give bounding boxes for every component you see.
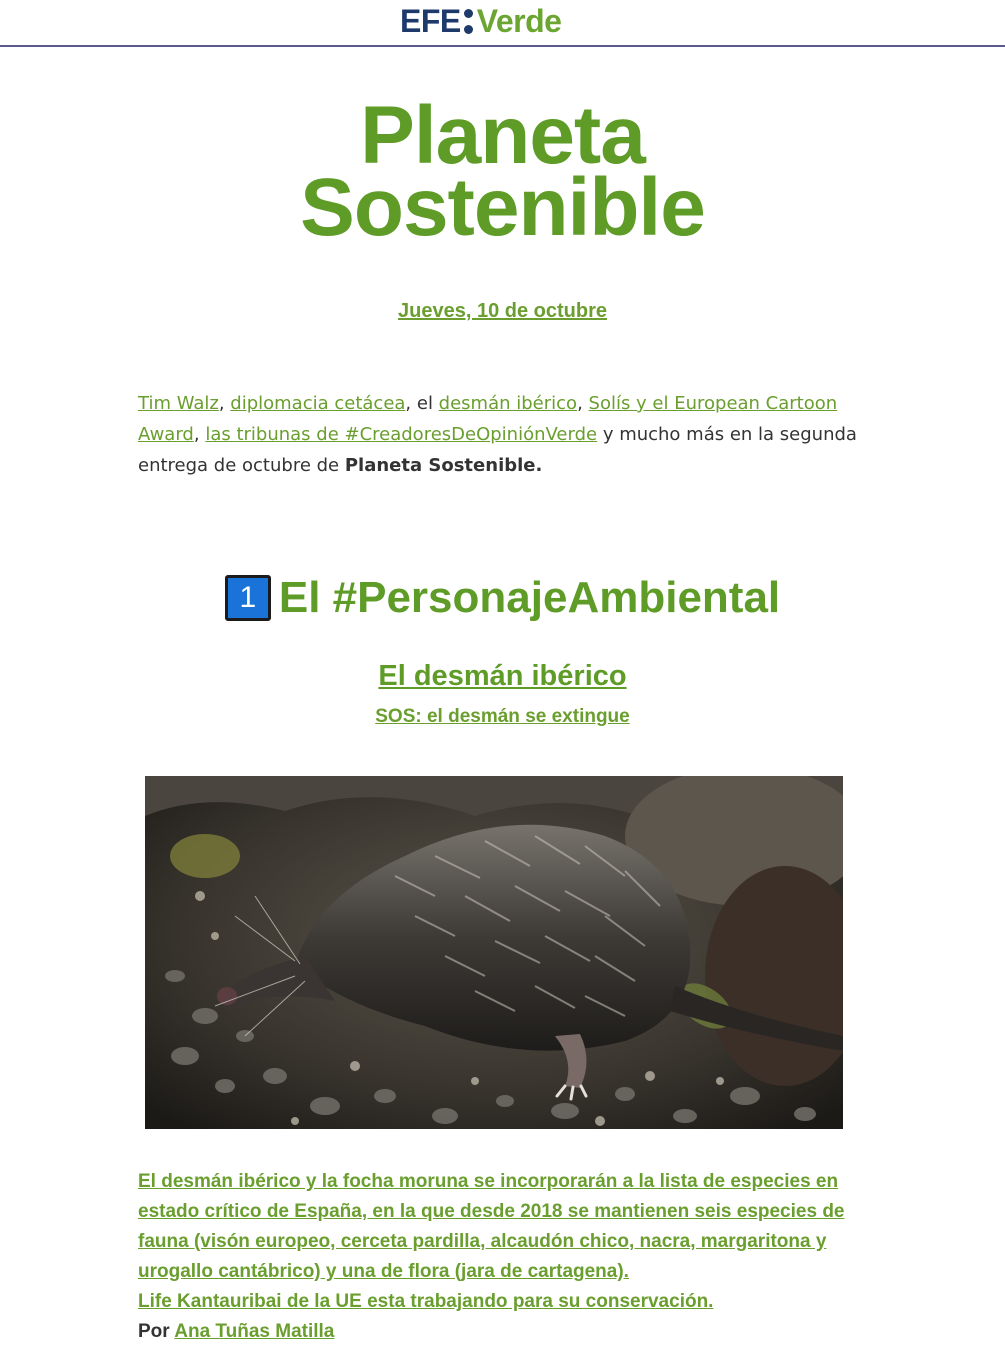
article-body-link[interactable]: El desmán ibérico y la focha moruna se incorporarán a la lista de especies en estado crítico de España, en la que desde 2018 se mantienen seis especies de fauna (visón europeo, cerceta pardilla, alcaudón chico, nacra, margaritona y urogallo cantábrico) y una de flora (jara de cartagena). — [138, 1171, 845, 1282]
title-line-1: Planeta — [360, 90, 645, 181]
link-desman-iberico[interactable]: desmán ibérico — [438, 393, 578, 414]
section-heading — [0, 570, 1005, 626]
intro-sep: , el — [405, 393, 439, 414]
intro-paragraph — [138, 388, 858, 481]
byline-label: Por — [138, 1321, 175, 1342]
article-headline-link[interactable]: El desmán ibérico — [378, 660, 627, 692]
section-title: El #PersonajeAmbiental — [278, 573, 781, 622]
number-one-icon: 1 — [225, 575, 271, 621]
logo-verde: Verde — [476, 2, 562, 39]
header-bar — [0, 0, 1005, 47]
intro-sep: , — [577, 393, 589, 414]
link-solis-cartoon-award[interactable]: Solís y el European Cartoon Award — [138, 393, 838, 445]
efe-verde-logo[interactable] — [400, 2, 561, 40]
link-life-kantauribai[interactable]: Life Kantauribai — [138, 1291, 282, 1312]
logo-efe: EFE — [400, 2, 461, 39]
intro-bold-name: Planeta Sostenible. — [344, 455, 543, 476]
intro-sep: , — [193, 424, 206, 445]
intro-sep: , — [218, 393, 231, 414]
link-diplomacia-cetacea[interactable]: diplomacia cetácea — [230, 393, 406, 414]
link-tim-walz[interactable]: Tim Walz — [138, 393, 219, 414]
article-subhead-link[interactable]: SOS: el desmán se extingue — [375, 706, 630, 727]
intro-rest: y mucho más en la segunda entrega de octubre de — [138, 424, 857, 476]
article-body — [138, 1167, 858, 1347]
author-link[interactable]: Ana Tuñas Matilla — [174, 1321, 335, 1342]
issue-date-link[interactable]: Jueves, 10 de octubre — [398, 300, 607, 322]
logo-colon-icon — [464, 9, 473, 34]
title-line-2: Sostenible — [300, 162, 705, 253]
link-tribunas-creadores[interactable]: las tribunas de #CreadoresDeOpiniónVerde — [205, 424, 598, 445]
desman-photo-illustration — [145, 776, 843, 1129]
life-rest-text: de la UE esta trabajando para su conservación. — [281, 1291, 714, 1312]
desman-photo[interactable] — [145, 776, 843, 1129]
